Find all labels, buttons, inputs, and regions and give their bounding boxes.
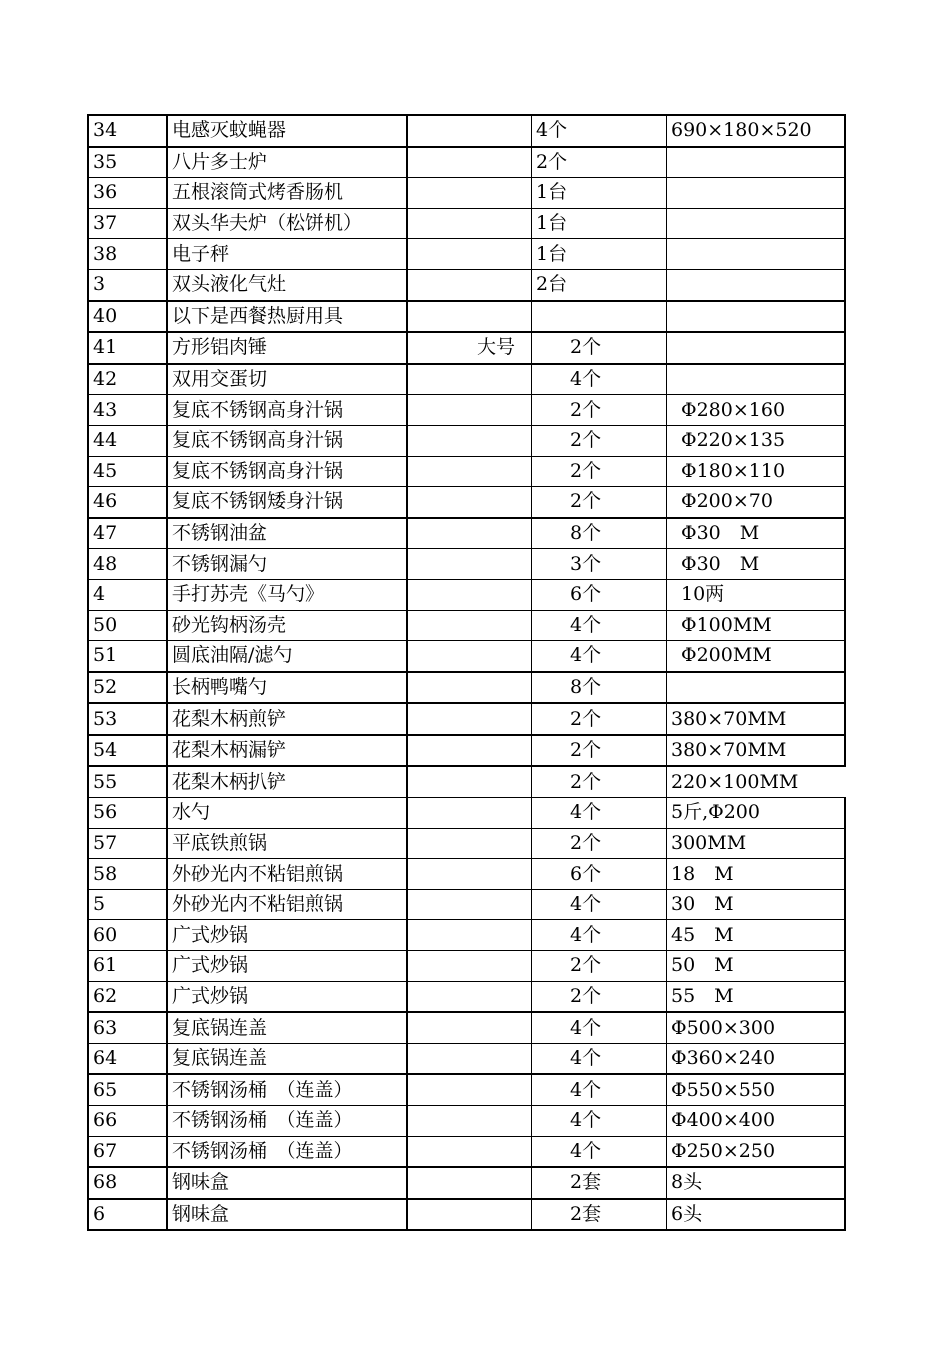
table-row (88, 301, 845, 333)
item-quantity: 4个 (532, 889, 667, 920)
table-row (88, 1106, 845, 1137)
item-size (667, 269, 846, 300)
item-name: 广式炒锅 (167, 920, 407, 951)
item-quantity: 1台 (532, 239, 667, 270)
item-size: 10两 (667, 579, 846, 610)
item-name: 外砂光内不粘铝煎锅 (167, 889, 407, 920)
table-row (88, 981, 845, 1012)
row-number: 47 (88, 518, 167, 549)
item-spec (407, 208, 532, 239)
item-size: 8头 (667, 1167, 846, 1199)
item-spec (407, 269, 532, 300)
item-spec (407, 859, 532, 890)
item-quantity (532, 301, 667, 333)
item-spec (407, 1074, 532, 1105)
row-number: 63 (88, 1012, 167, 1043)
item-quantity: 4个 (532, 1074, 667, 1105)
item-quantity: 2个 (532, 332, 667, 364)
item-size: 380×70MM (667, 735, 846, 767)
table-row (88, 395, 845, 426)
item-size (667, 239, 846, 270)
row-number: 53 (88, 703, 167, 735)
item-name: 不锈钢油盆 (167, 518, 407, 549)
table-row (88, 332, 845, 364)
item-size: 380×70MM (667, 703, 846, 735)
row-number: 46 (88, 487, 167, 518)
row-number: 64 (88, 1043, 167, 1074)
row-number: 43 (88, 395, 167, 426)
item-quantity: 4个 (532, 1043, 667, 1074)
row-number: 41 (88, 332, 167, 364)
item-spec (407, 951, 532, 982)
item-quantity: 2个 (532, 487, 667, 518)
item-quantity: 4个 (532, 610, 667, 641)
item-size: 30 M (667, 889, 846, 920)
table-row (88, 828, 845, 859)
row-number: 55 (88, 766, 167, 797)
row-number: 62 (88, 981, 167, 1012)
item-spec (407, 1012, 532, 1043)
item-quantity: 2台 (532, 269, 667, 300)
item-quantity: 4个 (532, 364, 667, 395)
item-spec (407, 641, 532, 672)
item-name: 钢味盒 (167, 1199, 407, 1231)
item-name: 双头华夫炉（松饼机） (167, 208, 407, 239)
item-size: Φ550×550 (667, 1074, 846, 1105)
item-size: 18 M (667, 859, 846, 890)
table-row (88, 920, 845, 951)
table-row (88, 672, 845, 704)
item-name: 复底不锈钢高身汁锅 (167, 425, 407, 456)
item-name: 圆底油隔/滤勺 (167, 641, 407, 672)
row-number: 5 (88, 889, 167, 920)
item-name: 外砂光内不粘铝煎锅 (167, 859, 407, 890)
table-row (88, 208, 845, 239)
table-row (88, 1074, 845, 1105)
row-number: 48 (88, 549, 167, 580)
row-number: 65 (88, 1074, 167, 1105)
table-row (88, 549, 845, 580)
row-number: 37 (88, 208, 167, 239)
item-quantity: 2套 (532, 1199, 667, 1231)
item-name: 花梨木柄漏铲 (167, 735, 407, 767)
item-name: 长柄鸭嘴勺 (167, 672, 407, 704)
row-number: 57 (88, 828, 167, 859)
item-quantity: 3个 (532, 549, 667, 580)
item-name: 不锈钢汤桶 （连盖） (167, 1136, 407, 1167)
table-row (88, 1012, 845, 1043)
item-name: 复底不锈钢矮身汁锅 (167, 487, 407, 518)
item-spec (407, 178, 532, 209)
item-name: 钢味盒 (167, 1167, 407, 1199)
item-name: 双用交蛋切 (167, 364, 407, 395)
item-name: 不锈钢汤桶 （连盖） (167, 1074, 407, 1105)
row-number: 54 (88, 735, 167, 767)
table-row (88, 610, 845, 641)
item-spec (407, 735, 532, 767)
row-number: 60 (88, 920, 167, 951)
row-number: 56 (88, 798, 167, 829)
item-size (667, 208, 846, 239)
table-row (88, 951, 845, 982)
equipment-table (87, 114, 846, 1231)
item-quantity: 2套 (532, 1167, 667, 1199)
row-number: 38 (88, 239, 167, 270)
item-name: 以下是西餐热厨用具 (167, 301, 407, 333)
item-quantity: 8个 (532, 672, 667, 704)
item-size: Φ180×110 (667, 456, 846, 487)
row-number: 3 (88, 269, 167, 300)
item-name: 手打苏壳《马勺》 (167, 579, 407, 610)
item-spec (407, 672, 532, 704)
item-name: 复底不锈钢高身汁锅 (167, 395, 407, 426)
item-quantity: 2个 (532, 425, 667, 456)
table-row (88, 889, 845, 920)
item-size: 220×100MM (667, 766, 846, 797)
table-row (88, 147, 845, 178)
item-quantity: 2个 (532, 395, 667, 426)
item-size: Φ400×400 (667, 1106, 846, 1137)
row-number: 50 (88, 610, 167, 641)
table-row (88, 425, 845, 456)
item-size: Φ250×250 (667, 1136, 846, 1167)
item-name: 不锈钢汤桶 （连盖） (167, 1106, 407, 1137)
item-size (667, 332, 846, 364)
row-number: 58 (88, 859, 167, 890)
item-size (667, 364, 846, 395)
table-row (88, 766, 845, 797)
item-spec (407, 798, 532, 829)
item-quantity: 4个 (532, 920, 667, 951)
item-size: 55 M (667, 981, 846, 1012)
table-row (88, 239, 845, 270)
table-row (88, 579, 845, 610)
item-size: Φ280×160 (667, 395, 846, 426)
item-quantity: 2个 (532, 456, 667, 487)
item-name: 广式炒锅 (167, 951, 407, 982)
row-number: 35 (88, 147, 167, 178)
table-row (88, 487, 845, 518)
item-quantity: 2个 (532, 147, 667, 178)
item-size: Φ220×135 (667, 425, 846, 456)
row-number: 52 (88, 672, 167, 704)
item-name: 花梨木柄煎铲 (167, 703, 407, 735)
item-spec (407, 579, 532, 610)
item-quantity: 4个 (532, 641, 667, 672)
item-quantity: 2个 (532, 766, 667, 797)
row-number: 42 (88, 364, 167, 395)
item-spec (407, 518, 532, 549)
table-row (88, 1199, 845, 1231)
item-spec (407, 920, 532, 951)
item-spec (407, 301, 532, 333)
row-number: 36 (88, 178, 167, 209)
item-spec (407, 395, 532, 426)
item-size: 50 M (667, 951, 846, 982)
item-spec (407, 610, 532, 641)
item-quantity: 4个 (532, 1106, 667, 1137)
item-spec (407, 1043, 532, 1074)
item-size: Φ30 M (667, 518, 846, 549)
item-quantity: 2个 (532, 703, 667, 735)
table-row (88, 703, 845, 735)
item-name: 双头液化气灶 (167, 269, 407, 300)
row-number: 6 (88, 1199, 167, 1231)
item-spec (407, 487, 532, 518)
item-spec (407, 425, 532, 456)
item-size: 6头 (667, 1199, 846, 1231)
item-quantity: 4个 (532, 1136, 667, 1167)
item-spec (407, 456, 532, 487)
table-row (88, 1043, 845, 1074)
item-quantity: 2个 (532, 981, 667, 1012)
item-spec (407, 981, 532, 1012)
item-quantity: 4个 (532, 1012, 667, 1043)
table-row (88, 859, 845, 890)
row-number: 40 (88, 301, 167, 333)
item-spec (407, 1106, 532, 1137)
row-number: 34 (88, 115, 167, 147)
table-row (88, 1136, 845, 1167)
item-spec: 大号 (407, 332, 532, 364)
item-quantity: 6个 (532, 579, 667, 610)
item-quantity: 1台 (532, 178, 667, 209)
row-number: 45 (88, 456, 167, 487)
item-quantity: 2个 (532, 735, 667, 767)
item-spec (407, 703, 532, 735)
row-number: 61 (88, 951, 167, 982)
table-row (88, 178, 845, 209)
table-row (88, 518, 845, 549)
item-name: 水勺 (167, 798, 407, 829)
item-size (667, 178, 846, 209)
item-name: 八片多士炉 (167, 147, 407, 178)
item-name: 花梨木柄扒铲 (167, 766, 407, 797)
item-quantity: 2个 (532, 951, 667, 982)
row-number: 67 (88, 1136, 167, 1167)
item-name: 电感灭蚊蝇器 (167, 115, 407, 147)
item-name: 电子秤 (167, 239, 407, 270)
row-number: 51 (88, 641, 167, 672)
row-number: 44 (88, 425, 167, 456)
row-number: 68 (88, 1167, 167, 1199)
item-name: 砂光钩柄汤壳 (167, 610, 407, 641)
item-size (667, 672, 846, 704)
item-size: 5斤,Φ200 (667, 798, 846, 829)
item-spec (407, 766, 532, 797)
item-spec (407, 1199, 532, 1231)
table-row (88, 456, 845, 487)
item-name: 广式炒锅 (167, 981, 407, 1012)
item-size (667, 301, 846, 333)
item-spec (407, 1167, 532, 1199)
item-name: 复底不锈钢高身汁锅 (167, 456, 407, 487)
table-row (88, 364, 845, 395)
row-number: 66 (88, 1106, 167, 1137)
table-row (88, 735, 845, 767)
item-quantity: 4个 (532, 115, 667, 147)
item-size: Φ200MM (667, 641, 846, 672)
item-size (667, 147, 846, 178)
item-quantity: 2个 (532, 828, 667, 859)
item-size: Φ30 M (667, 549, 846, 580)
item-name: 不锈钢漏勺 (167, 549, 407, 580)
item-name: 平底铁煎锅 (167, 828, 407, 859)
table-row (88, 115, 845, 147)
item-quantity: 8个 (532, 518, 667, 549)
item-spec (407, 364, 532, 395)
table-row (88, 798, 845, 829)
item-size: Φ200×70 (667, 487, 846, 518)
table-row (88, 1167, 845, 1199)
item-size: 45 M (667, 920, 846, 951)
item-spec (407, 828, 532, 859)
item-name: 复底锅连盖 (167, 1043, 407, 1074)
row-number: 4 (88, 579, 167, 610)
item-name: 五根滚筒式烤香肠机 (167, 178, 407, 209)
item-size: 300MM (667, 828, 846, 859)
item-size: Φ360×240 (667, 1043, 846, 1074)
item-quantity: 4个 (532, 798, 667, 829)
item-size: 690×180×520 (667, 115, 846, 147)
item-spec (407, 115, 532, 147)
item-name: 方形铝肉锤 (167, 332, 407, 364)
item-spec (407, 549, 532, 580)
item-spec (407, 239, 532, 270)
table-body (88, 115, 845, 1230)
table-row (88, 641, 845, 672)
item-quantity: 6个 (532, 859, 667, 890)
item-quantity: 1台 (532, 208, 667, 239)
item-spec (407, 889, 532, 920)
table-row (88, 269, 845, 300)
item-size: Φ500×300 (667, 1012, 846, 1043)
item-size: Φ100MM (667, 610, 846, 641)
item-spec (407, 147, 532, 178)
item-name: 复底锅连盖 (167, 1012, 407, 1043)
item-spec (407, 1136, 532, 1167)
